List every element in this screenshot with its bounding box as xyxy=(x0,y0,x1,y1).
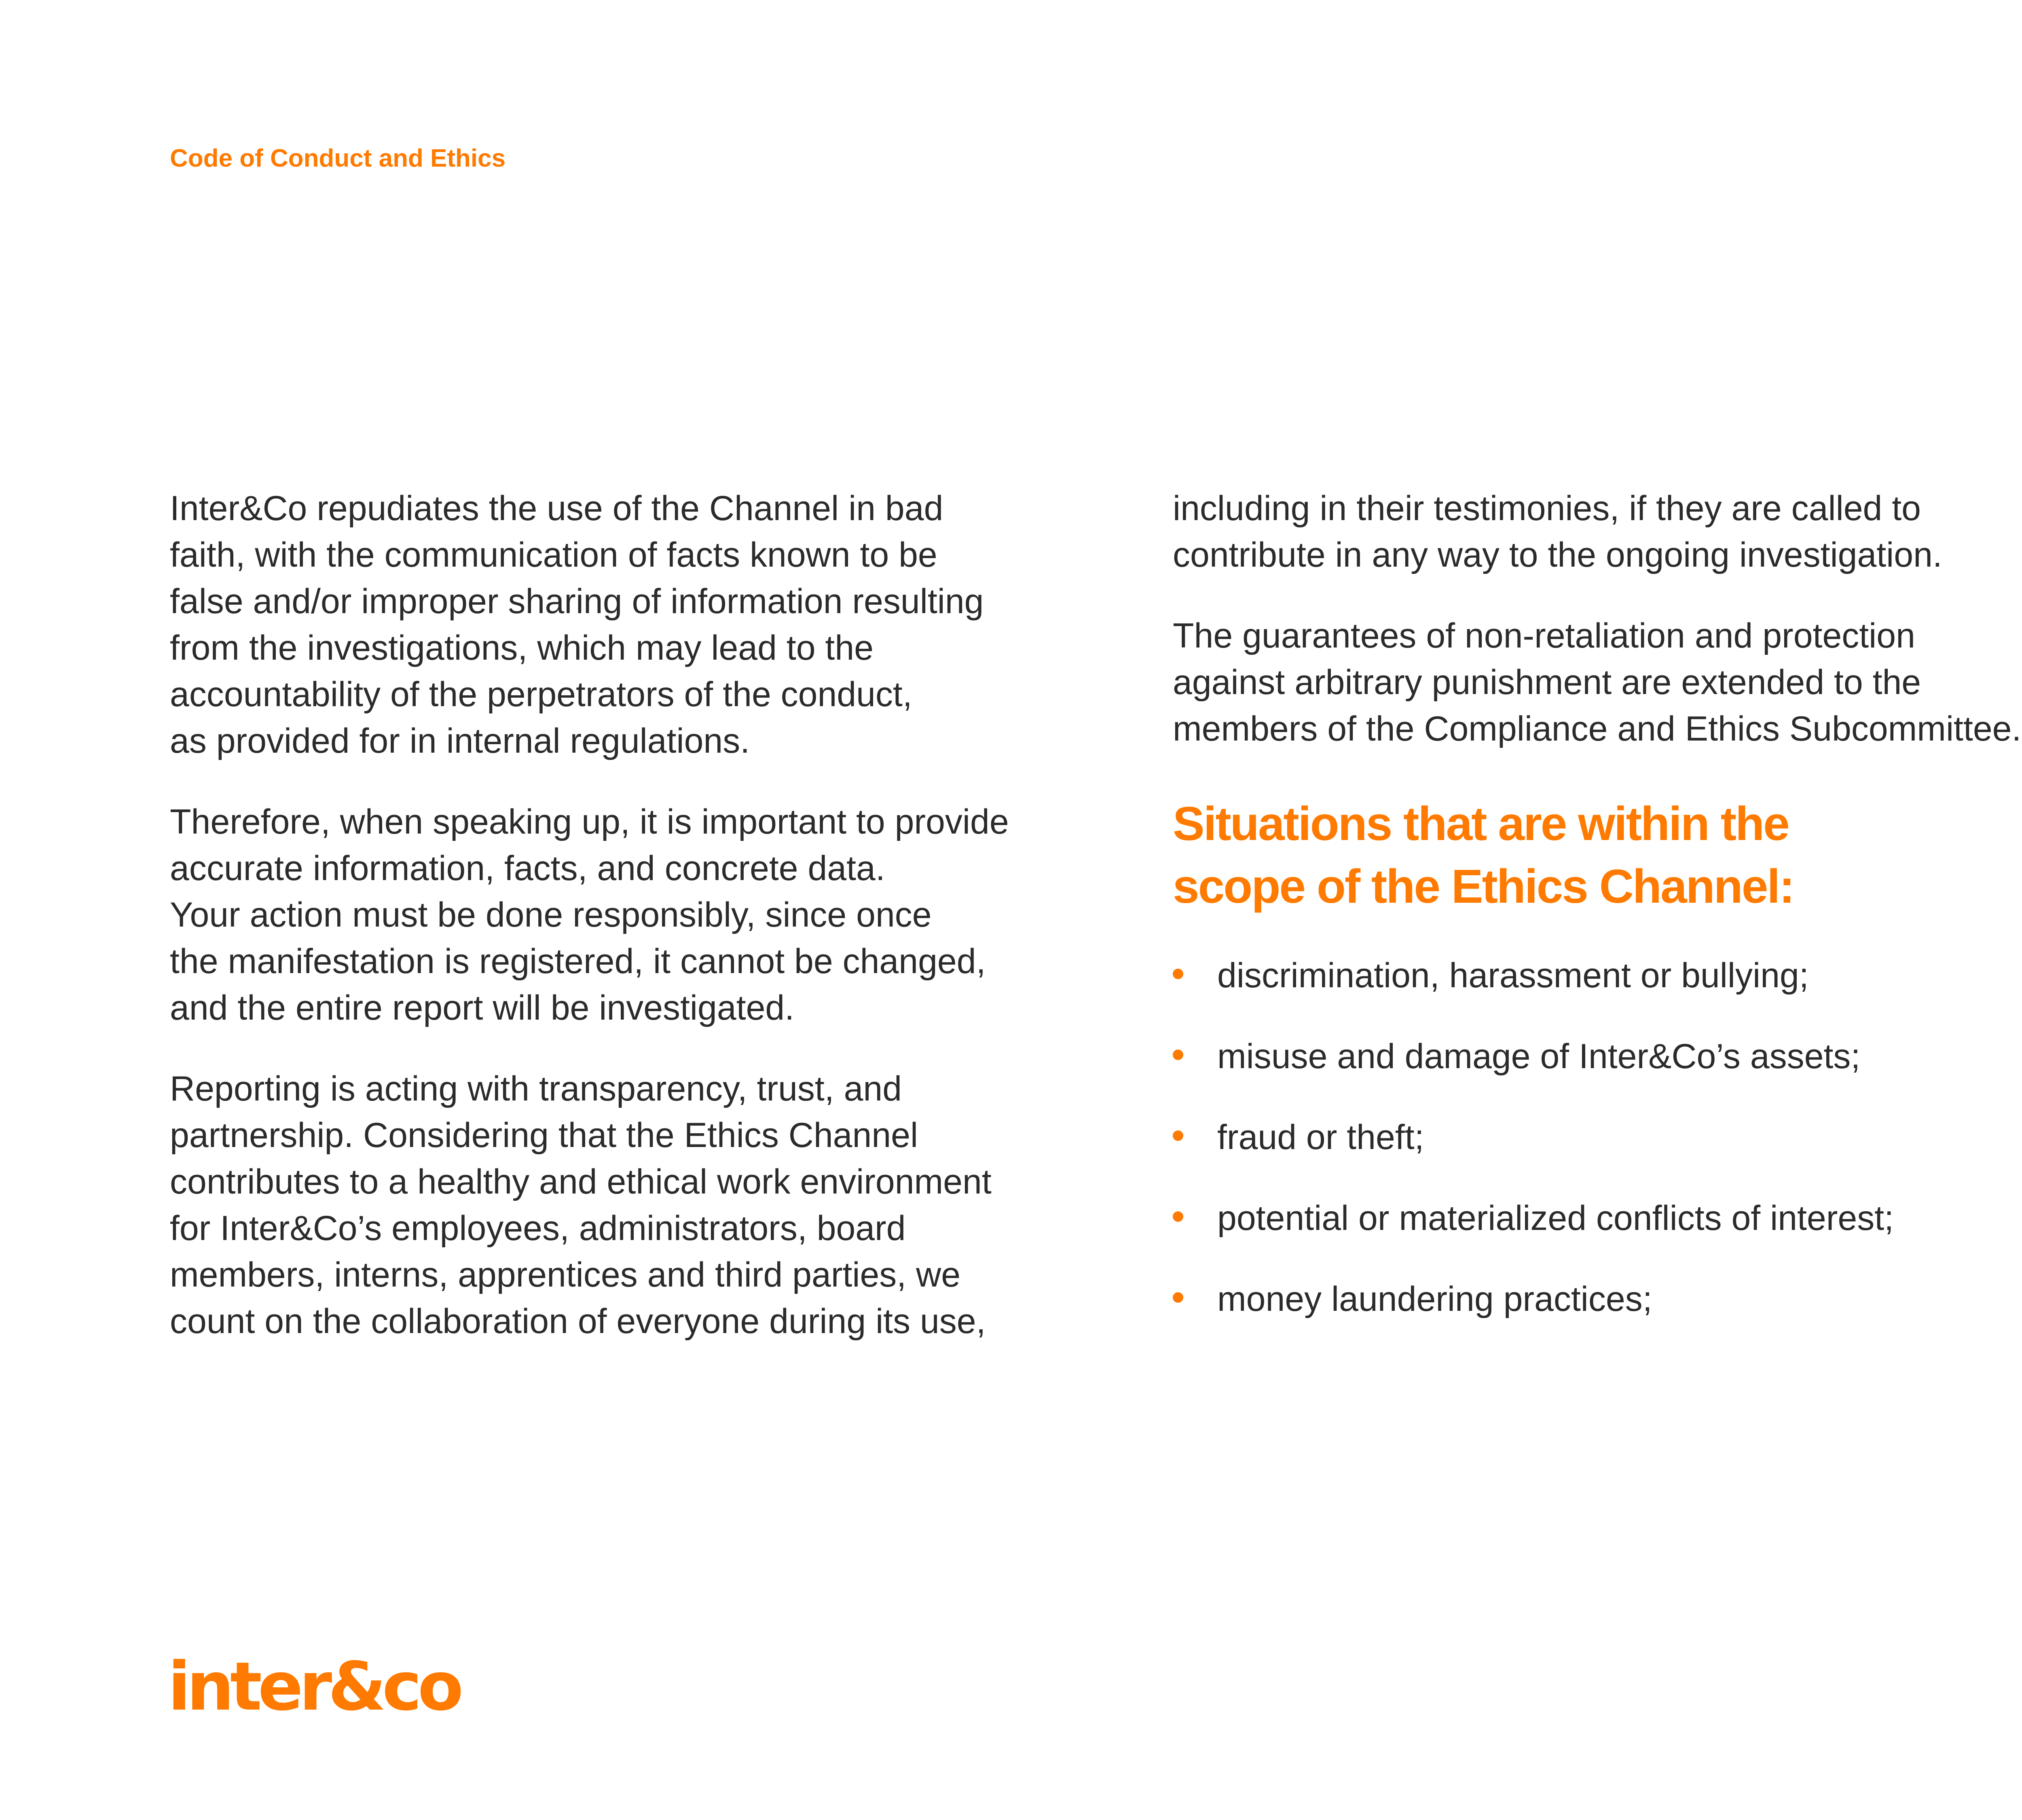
situations-list-1 xyxy=(1173,952,2022,1323)
list-item xyxy=(1173,952,2022,999)
list-item xyxy=(1173,1195,2022,1242)
column-1 xyxy=(170,485,1092,1379)
bullet-icon xyxy=(1173,1050,1183,1060)
list-item-text: money laundering practices; xyxy=(1217,1280,1652,1318)
column-2 xyxy=(1173,485,2022,1357)
bullet-icon xyxy=(1173,969,1183,979)
paragraph-bad-faith: Inter&Co repudiates the use of the Channel in bad faith, with the communication of facts known to be false and/or improper sharing of information resulting from the investigations, which may lead to the accountability of the perpetrators of the conduct, as provided for in internal regulations. xyxy=(170,489,984,760)
list-item xyxy=(1173,1276,2022,1323)
section-heading-situations: Situations that are within the scope of the Ethics Channel: xyxy=(1173,797,1794,913)
paragraph-reporting: Reporting is acting with transparency, trust, and partnership. Considering that the Ethics Channel contributes to a healthy and ethical work environment for Inter&Co’s employees, administrators, board members, interns, apprentices and third parties, we count on the collaboration of everyone during its use, xyxy=(170,1069,992,1341)
paragraph-testimonies: including in their testimonies, if they are called to contribute in any way to the ongoing investigation. xyxy=(1173,489,1942,574)
logo-wordmark: inter&co xyxy=(168,1648,460,1725)
paragraph-non-retaliation: The guarantees of non-retaliation and protection against arbitrary punishment are extended to the members of the Compliance and Ethics Subcommittee. xyxy=(1173,616,2022,748)
list-item-text: potential or materialized conflicts of interest; xyxy=(1217,1199,1894,1238)
list-item-text: misuse and damage of Inter&Co’s assets; xyxy=(1217,1037,1861,1076)
list-item xyxy=(1173,1033,2022,1080)
document-title: Code of Conduct and Ethics xyxy=(170,144,506,172)
list-item-text: fraud or theft; xyxy=(1217,1118,1424,1157)
inter-co-logo xyxy=(168,1650,459,1723)
paragraph-speaking-up: Therefore, when speaking up, it is important to provide accurate information, facts, and concrete data. Your action must be done responsibly, since once the manifestation is registered, it cannot be changed, and the entire report will be investigated. xyxy=(170,802,1009,1027)
list-item xyxy=(1173,1114,2022,1161)
bullet-icon xyxy=(1173,1130,1183,1141)
list-item-text: discrimination, harassment or bullying; xyxy=(1217,956,1809,995)
bullet-icon xyxy=(1173,1292,1183,1303)
bullet-icon xyxy=(1173,1211,1183,1222)
